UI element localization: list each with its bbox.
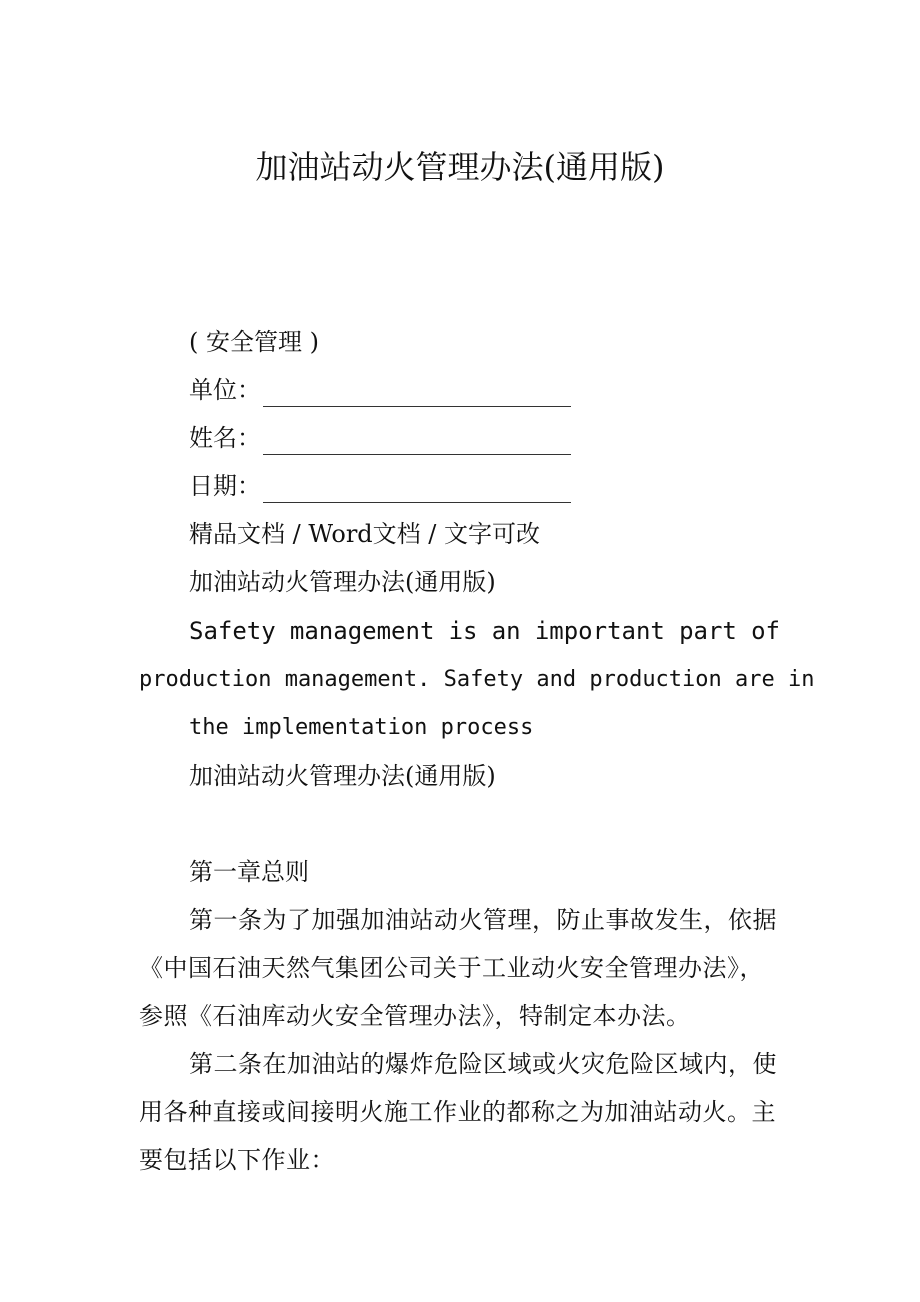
article-1-line-1: 第一条为了加强加油站动火管理，防止事故发生，依据 <box>189 906 777 934</box>
unit-blank-line <box>263 380 571 407</box>
date-label: 日期： <box>189 472 261 500</box>
article-2-line-1: 第二条在加油站的爆炸危险区域或火灾危险区域内，使 <box>189 1050 777 1078</box>
article-1-line-2: 《中国石油天然气集团公司关于工业动火安全管理办法》， <box>139 954 764 982</box>
intro-word: is <box>448 617 478 645</box>
english-intro-line-2: production management. Safety and production are in <box>139 667 815 692</box>
english-intro-line-3: the implementation process <box>189 715 534 740</box>
name-field <box>189 421 571 455</box>
intro-word: of <box>751 617 780 645</box>
article-2-line-2: 用各种直接或间接明火施工作业的都称之为加油站动火。主 <box>139 1098 776 1126</box>
intro-word: important <box>534 617 665 645</box>
unit-label: 单位： <box>189 376 261 404</box>
intro-word: Safety <box>189 617 276 645</box>
date-blank-line <box>263 476 571 503</box>
subtitle-1: 加油站动火管理办法(通用版) <box>189 568 496 596</box>
tagline: 精品文档 / Word文档 / 文字可改 <box>189 520 541 548</box>
intro-word: part <box>679 617 737 645</box>
name-blank-line <box>263 428 571 455</box>
name-label: 姓名： <box>189 424 261 452</box>
intro-word: management <box>289 617 435 645</box>
article-1-line-3: 参照《石油库动火安全管理办法》，特制定本办法。 <box>139 1002 691 1030</box>
subtitle-2: 加油站动火管理办法(通用版) <box>189 762 496 790</box>
date-field <box>189 469 571 503</box>
unit-field <box>189 373 571 407</box>
chapter-heading: 第一章总则 <box>189 858 309 886</box>
intro-word: an <box>491 617 521 645</box>
english-intro-line-1 <box>189 614 780 648</box>
category-label: ( 安全管理 ) <box>189 328 319 356</box>
document-title: 加油站动火管理办法(通用版) <box>255 148 665 186</box>
article-2-line-3: 要包括以下作业： <box>139 1146 335 1174</box>
